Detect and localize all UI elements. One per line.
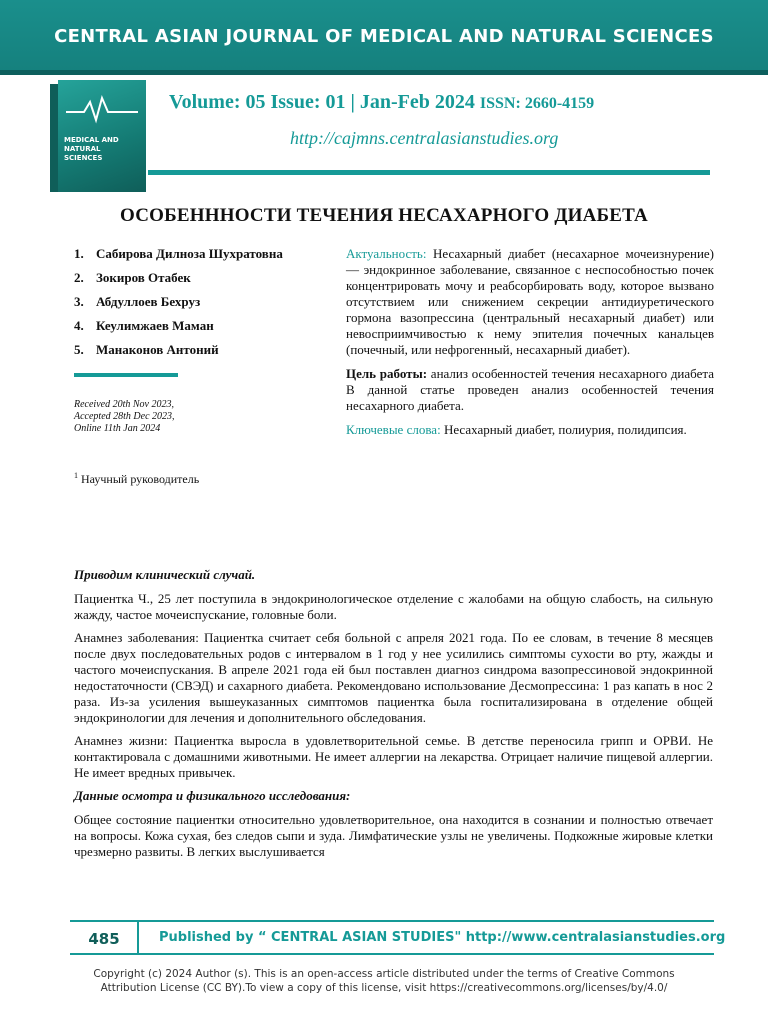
article-title: ОСОБЕНННОСТИ ТЕЧЕНИЯ НЕСАХАРНОГО ДИАБЕТА bbox=[120, 205, 648, 226]
keywords-label: Ключевые слова: bbox=[346, 422, 441, 437]
journal-url-link[interactable]: http://cajmns.centralasianstudies.org bbox=[290, 128, 559, 148]
abstract bbox=[346, 246, 714, 446]
body-paragraph: Общее состояние пациентки относительно удовлетворительное, она находится в сознании и полностью отвечает на вопросы. Кожа сухая, без следов сыпи и зуда. Лимфатические узлы не увеличены. Подкожные жировые клетки чрезмерно развиты. В легких выслушивается bbox=[74, 812, 713, 859]
footer-divider-top bbox=[70, 920, 714, 922]
section-heading-case: Приводим клинический случай. bbox=[74, 567, 256, 582]
journal-banner-title: CENTRAL ASIAN JOURNAL OF MEDICAL AND NATURAL SCIENCES bbox=[54, 26, 714, 47]
author-name: Абдуллоев Бехруз bbox=[96, 294, 201, 309]
license-line: Attribution License (CC BY).To view a copy of this license, visit https://creativecommons.org/licenses/by/4.0/ bbox=[100, 982, 668, 994]
issn: ISSN: 2660-4159 bbox=[479, 95, 595, 112]
online-date: Online 11th Jan 2024 bbox=[74, 423, 161, 434]
authors-divider bbox=[74, 373, 178, 377]
footer-divider-bottom bbox=[70, 953, 714, 955]
relevance-text: Несахарный диабет (несахарное мочеизнурение) — эндокринное заболевание, связанное с неспособностью почек концентрировать мочу и реабсорбировать воду, которое вызвано отсутствием или снижением секреции антидиуретического гормона вазопрессина (центральный несахарный диабет) или невосприимчивостью к нему эпителия почечных канальцев (почечный, или нефрогенный, несахарный диабет). bbox=[346, 246, 714, 357]
received-date: Received 20th Nov 2023, bbox=[74, 399, 174, 410]
volume-issue: Volume: 05 Issue: 01 | Jan-Feb 2024 bbox=[169, 91, 475, 113]
aim-label: Цель работы: bbox=[346, 366, 428, 381]
heartbeat-icon bbox=[66, 94, 138, 124]
volume-issue-line bbox=[169, 91, 594, 114]
header-divider bbox=[148, 170, 710, 175]
author-item: 4. Кеулимжаев Маман bbox=[74, 318, 214, 333]
accepted-date: Accepted 28th Dec 2023, bbox=[74, 411, 175, 422]
keywords-text: Несахарный диабет, полиурия, полидипсия. bbox=[443, 422, 687, 437]
aim-text: анализ особенностей течения несахарного диабета В данной статье проведен анализ особенностей течения несахарного диабета. bbox=[346, 366, 714, 413]
book-cover-title: MEDICAL AND NATURAL SCIENCES bbox=[64, 136, 119, 162]
author-item: 5. Манаконов Антоний bbox=[74, 342, 219, 357]
author-name: Зокиров Отабек bbox=[96, 270, 191, 285]
abstract-keywords bbox=[346, 422, 714, 438]
footnote-text: Научный руководитель bbox=[81, 472, 200, 486]
author-item: 3. Абдуллоев Бехруз bbox=[74, 294, 201, 309]
author-name: Манаконов Антоний bbox=[96, 342, 219, 357]
author-item: 1. Сабирова Дилноза Шухратовна bbox=[74, 246, 283, 261]
publisher-link[interactable]: Published by “ CENTRAL ASIAN STUDIES" http://www.centralasianstudies.org bbox=[159, 930, 726, 945]
author-name: Кеулимжаев Маман bbox=[96, 318, 214, 333]
banner-shadow bbox=[0, 70, 768, 75]
body-paragraph: Пациентка Ч., 25 лет поступила в эндокринологическое отделение с жалобами на общую слабость, на сильную жажду, частое мочеиспускание, головные боли. bbox=[74, 591, 713, 622]
footer-vertical-divider bbox=[137, 922, 139, 953]
article-body bbox=[74, 567, 713, 867]
article-dates bbox=[74, 399, 175, 435]
license-line: Copyright (c) 2024 Author (s). This is an open-access article distributed under the terms of Creative Commons bbox=[93, 968, 675, 980]
author-list bbox=[74, 246, 332, 366]
journal-cover-image bbox=[50, 80, 146, 192]
body-paragraph: Анамнез жизни: Пациентка выросла в удовлетворительной семье. В детстве переносила грипп и ОРВИ. Не контактировала с домашними животными. Не имеет аллергии на лекарства. Отрицает наличие пищевой аллергии. Не имеет вредных привычек. bbox=[74, 733, 713, 780]
body-paragraph: Анамнез заболевания: Пациентка считает себя больной с апреля 2021 года. По ее словам, в течение 8 месяцев после двух последовательных родов с интервалом в 1 год у нее усилились симптомы сухости во рту, жажды и частого мочеиспускания. В апреле 2021 года ей был поставлен диагноз синдрома вазопрессиновой эндокринной недостаточности (СВЭД) и сахарного диабета. Рекомендовано использование Десмопрессина: 1 раз капать в нос 2 раза. Из-за усиления вышеуказанных симптомов пациентка была госпитализирована в отделение общей эндокринологии для лечения и дополнительного обследования. bbox=[74, 630, 713, 725]
author-name: Сабирова Дилноза Шухратовна bbox=[96, 246, 283, 261]
abstract-aim bbox=[346, 366, 714, 414]
author-item: 2. Зокиров Отабек bbox=[74, 270, 191, 285]
relevance-label: Актуальность: bbox=[346, 246, 427, 261]
section-heading-exam: Данные осмотра и физикального исследования: bbox=[74, 788, 351, 803]
author-footnote bbox=[74, 471, 199, 487]
abstract-relevance bbox=[346, 246, 714, 358]
footnote-mark: 1 bbox=[74, 471, 78, 480]
license-notice bbox=[60, 967, 708, 995]
page-number: 485 bbox=[88, 930, 120, 948]
